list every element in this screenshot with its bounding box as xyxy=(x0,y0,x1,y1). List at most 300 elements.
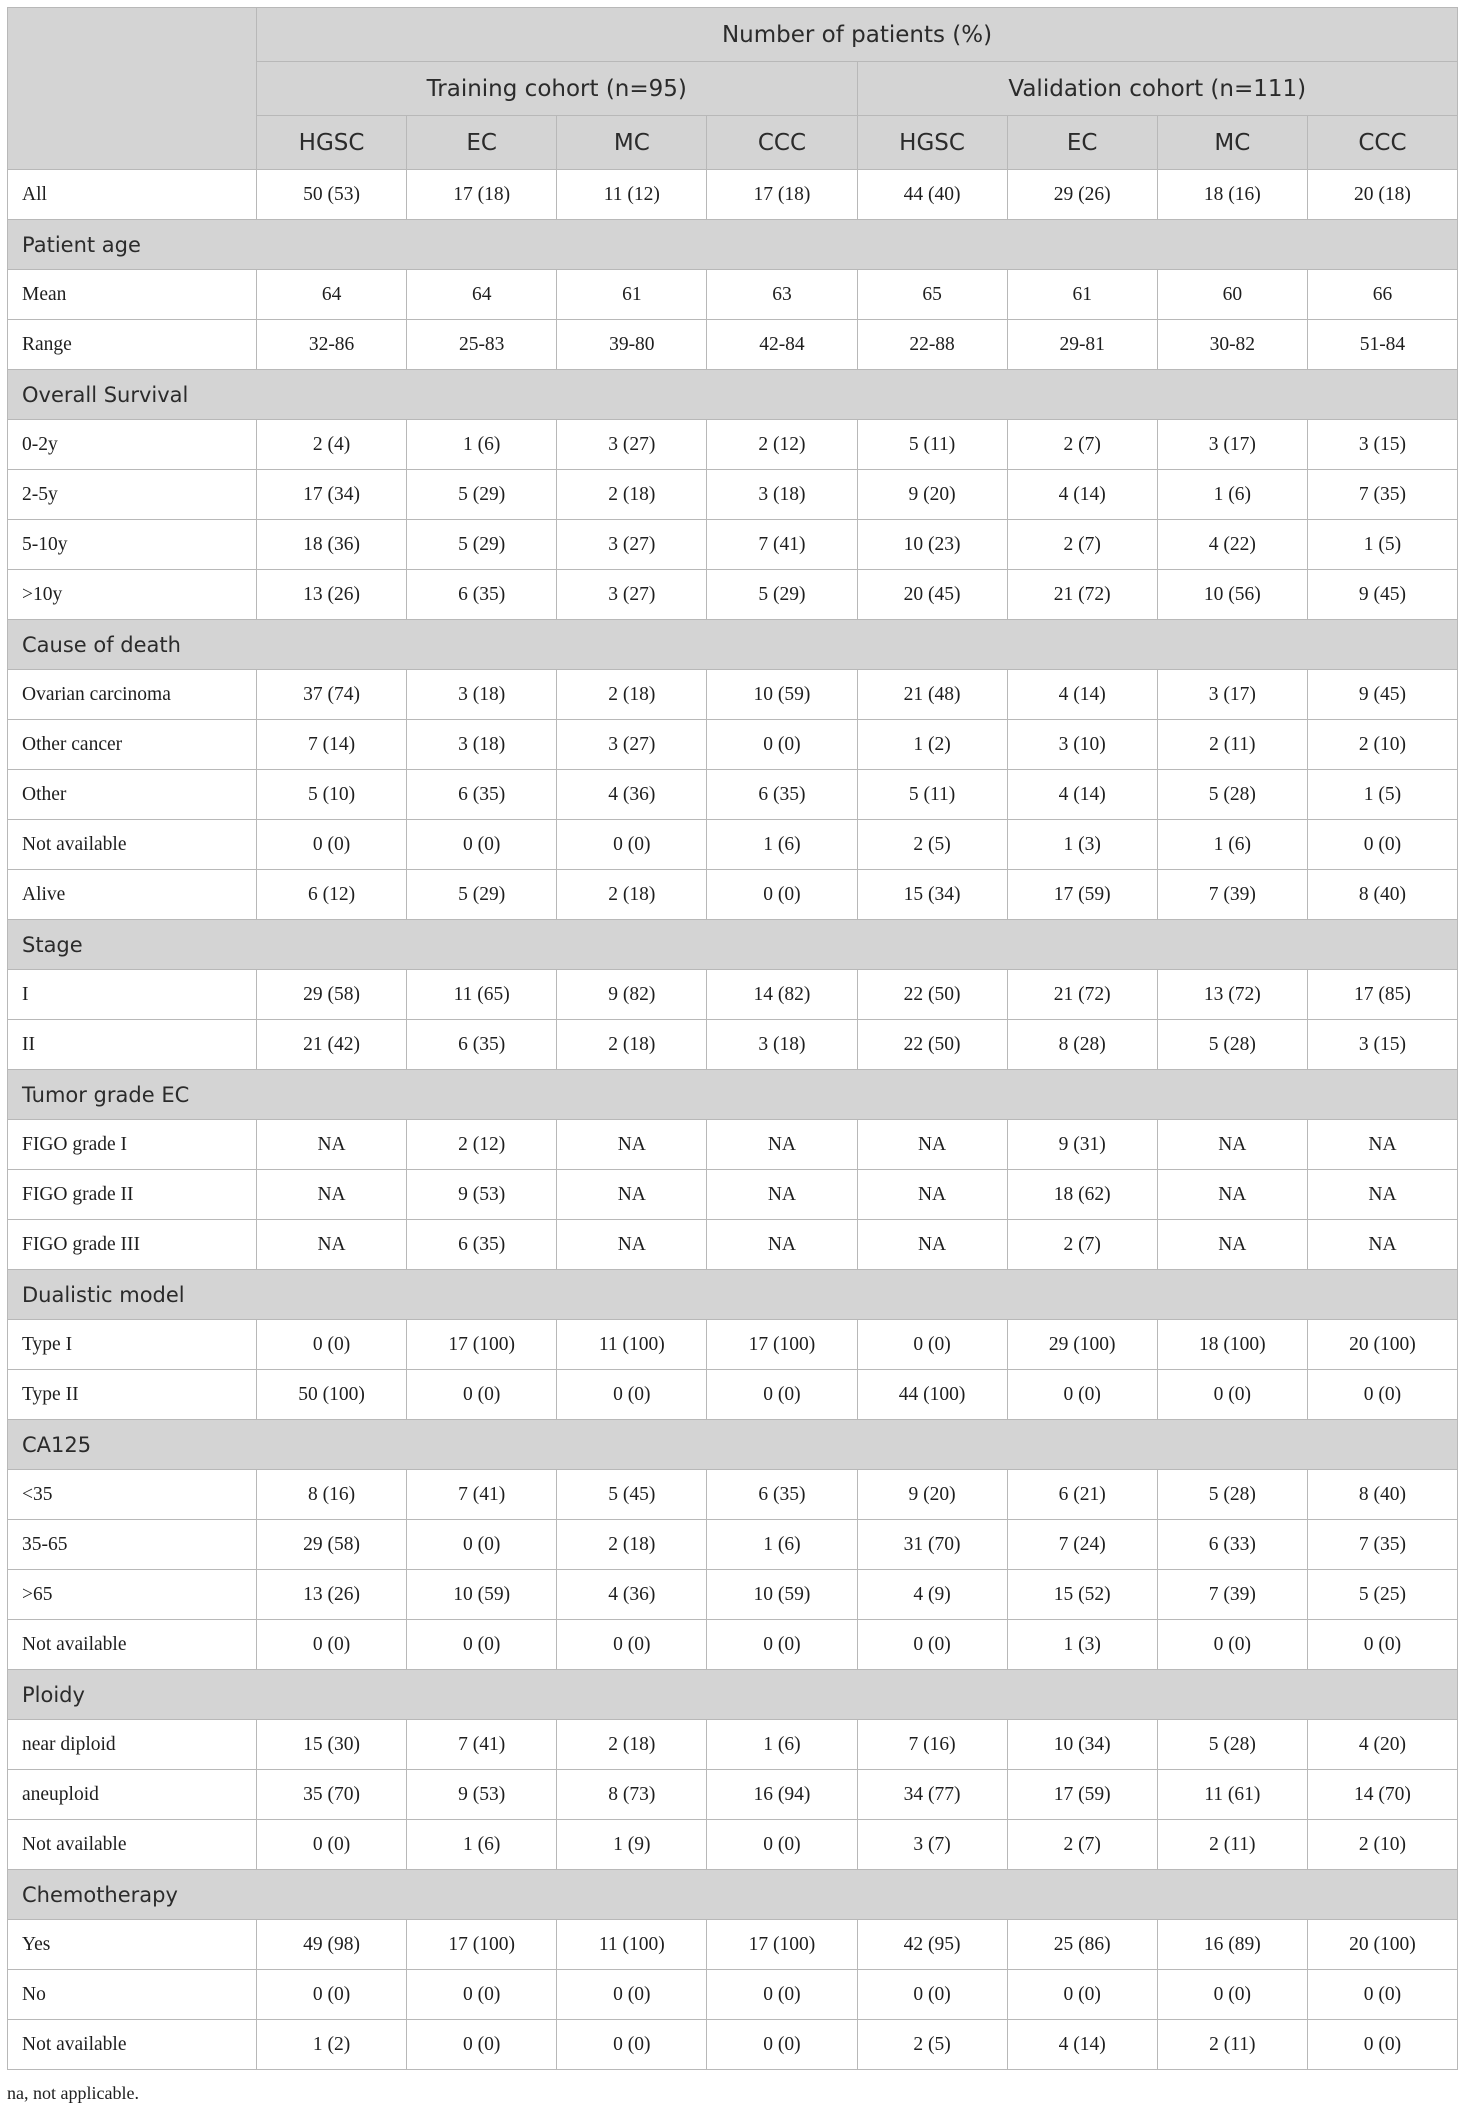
section-label: Dualistic model xyxy=(8,1270,1458,1320)
table-cell: 6 (21) xyxy=(1007,1470,1157,1520)
table-cell: 1 (6) xyxy=(707,820,857,870)
table-row xyxy=(8,970,1458,1020)
table-row xyxy=(8,1970,1458,2020)
section-label: Chemotherapy xyxy=(8,1870,1458,1920)
table-cell: 0 (0) xyxy=(707,1620,857,1670)
table-cell: 8 (40) xyxy=(1307,870,1457,920)
table-cell: NA xyxy=(557,1120,707,1170)
header-number-of-patients: Number of patients (%) xyxy=(257,8,1458,62)
table-cell: 1 (5) xyxy=(1307,520,1457,570)
table-cell: 14 (70) xyxy=(1307,1770,1457,1820)
table-cell: 17 (18) xyxy=(707,170,857,220)
row-label: Type II xyxy=(8,1370,257,1420)
table-cell: 21 (72) xyxy=(1007,970,1157,1020)
table-cell: 17 (100) xyxy=(407,1920,557,1970)
table-cell: 17 (100) xyxy=(407,1320,557,1370)
table-cell: 2 (7) xyxy=(1007,420,1157,470)
table-cell: 18 (16) xyxy=(1157,170,1307,220)
table-cell: 10 (34) xyxy=(1007,1720,1157,1770)
table-cell: NA xyxy=(1307,1220,1457,1270)
table-cell: 5 (45) xyxy=(557,1470,707,1520)
table-cell: 20 (100) xyxy=(1307,1920,1457,1970)
table-cell: 11 (100) xyxy=(557,1920,707,1970)
table-cell: 5 (29) xyxy=(407,520,557,570)
table-cell: 0 (0) xyxy=(1157,1370,1307,1420)
row-label: Mean xyxy=(8,270,257,320)
table-cell: 3 (15) xyxy=(1307,1020,1457,1070)
table-cell: 11 (61) xyxy=(1157,1770,1307,1820)
section-header-row xyxy=(8,1870,1458,1920)
header-subtype: HGSC xyxy=(857,116,1007,170)
table-cell: 22 (50) xyxy=(857,970,1007,1020)
table-cell: 3 (17) xyxy=(1157,670,1307,720)
table-cell: 17 (85) xyxy=(1307,970,1457,1020)
table-cell: NA xyxy=(1307,1170,1457,1220)
row-label: FIGO grade III xyxy=(8,1220,257,1270)
header-row-top xyxy=(8,8,1458,62)
table-cell: 35 (70) xyxy=(257,1770,407,1820)
table-cell: 11 (100) xyxy=(557,1320,707,1370)
table-cell: 15 (34) xyxy=(857,870,1007,920)
table-cell: 2 (18) xyxy=(557,1020,707,1070)
table-cell: 1 (6) xyxy=(1157,470,1307,520)
table-cell: 21 (42) xyxy=(257,1020,407,1070)
table-cell: 9 (82) xyxy=(557,970,707,1020)
table-cell: 1 (3) xyxy=(1007,1620,1157,1670)
row-label: Not available xyxy=(8,1820,257,1870)
table-cell: 0 (0) xyxy=(257,1320,407,1370)
section-header-row xyxy=(8,920,1458,970)
table-footnote: na, not applicable. xyxy=(7,2083,139,2103)
table-cell: 2 (11) xyxy=(1157,1820,1307,1870)
table-cell: 44 (40) xyxy=(857,170,1007,220)
table-cell: 22 (50) xyxy=(857,1020,1007,1070)
table-cell: 7 (35) xyxy=(1307,1520,1457,1570)
table-row xyxy=(8,1320,1458,1370)
table-cell: 29 (100) xyxy=(1007,1320,1157,1370)
table-cell: 42-84 xyxy=(707,320,857,370)
table-cell: 3 (18) xyxy=(707,470,857,520)
table-cell: 34 (77) xyxy=(857,1770,1007,1820)
table-cell: 10 (59) xyxy=(707,670,857,720)
table-cell: 1 (2) xyxy=(857,720,1007,770)
row-label: Not available xyxy=(8,2020,257,2070)
table-cell: 21 (48) xyxy=(857,670,1007,720)
section-header-row xyxy=(8,620,1458,670)
table-cell: 51-84 xyxy=(1307,320,1457,370)
table-cell: 1 (6) xyxy=(407,1820,557,1870)
header-subtype: EC xyxy=(407,116,557,170)
table-cell: 2 (12) xyxy=(407,1120,557,1170)
table-cell: 29 (58) xyxy=(257,1520,407,1570)
table-cell: 6 (33) xyxy=(1157,1520,1307,1570)
section-header-row xyxy=(8,1670,1458,1720)
header-subtype: CCC xyxy=(1307,116,1457,170)
table-cell: 1 (5) xyxy=(1307,770,1457,820)
table-cell: 2 (18) xyxy=(557,470,707,520)
table-cell: 49 (98) xyxy=(257,1920,407,1970)
table-cell: 21 (72) xyxy=(1007,570,1157,620)
table-row xyxy=(8,420,1458,470)
table-cell: 0 (0) xyxy=(557,1970,707,2020)
table-cell: 2 (7) xyxy=(1007,1820,1157,1870)
table-cell: 8 (28) xyxy=(1007,1020,1157,1070)
header-training-cohort: Training cohort (n=95) xyxy=(257,62,858,116)
table-cell: 1 (6) xyxy=(707,1520,857,1570)
table-cell: 5 (11) xyxy=(857,770,1007,820)
table-cell: 7 (35) xyxy=(1307,470,1457,520)
table-cell: 2 (11) xyxy=(1157,2020,1307,2070)
table-row xyxy=(8,870,1458,920)
table-cell: 9 (20) xyxy=(857,1470,1007,1520)
row-label: <35 xyxy=(8,1470,257,1520)
table-cell: 9 (45) xyxy=(1307,570,1457,620)
section-header-row xyxy=(8,370,1458,420)
table-cell: 6 (35) xyxy=(707,1470,857,1520)
table-row xyxy=(8,1220,1458,1270)
table-cell: 5 (28) xyxy=(1157,1720,1307,1770)
table-cell: 7 (39) xyxy=(1157,870,1307,920)
table-cell: 6 (35) xyxy=(407,570,557,620)
table-cell: NA xyxy=(1157,1120,1307,1170)
table-cell: 4 (36) xyxy=(557,1570,707,1620)
table-cell: 0 (0) xyxy=(557,820,707,870)
table-cell: 11 (65) xyxy=(407,970,557,1020)
table-cell: 16 (89) xyxy=(1157,1920,1307,1970)
table-cell: 13 (26) xyxy=(257,1570,407,1620)
table-cell: 37 (74) xyxy=(257,670,407,720)
table-row xyxy=(8,170,1458,220)
section-label: Overall Survival xyxy=(8,370,1458,420)
table-cell: 2 (7) xyxy=(1007,520,1157,570)
table-cell: 0 (0) xyxy=(1157,1970,1307,2020)
row-label: near diploid xyxy=(8,1720,257,1770)
table-cell: 7 (41) xyxy=(707,520,857,570)
table-cell: 4 (14) xyxy=(1007,670,1157,720)
section-label: CA125 xyxy=(8,1420,1458,1470)
table-row xyxy=(8,270,1458,320)
table-header xyxy=(8,8,1458,170)
header-corner-cell xyxy=(8,8,257,170)
row-label: Ovarian carcinoma xyxy=(8,670,257,720)
row-label: II xyxy=(8,1020,257,1070)
table-cell: 2 (5) xyxy=(857,820,1007,870)
table-row xyxy=(8,1120,1458,1170)
table-cell: 5 (28) xyxy=(1157,1470,1307,1520)
row-label: 0-2y xyxy=(8,420,257,470)
table-cell: 0 (0) xyxy=(707,720,857,770)
table-row xyxy=(8,1720,1458,1770)
table-cell: 2 (10) xyxy=(1307,1820,1457,1870)
table-cell: 42 (95) xyxy=(857,1920,1007,1970)
table-cell: 0 (0) xyxy=(707,1970,857,2020)
table-cell: 7 (14) xyxy=(257,720,407,770)
row-label: 2-5y xyxy=(8,470,257,520)
table-cell: 6 (35) xyxy=(407,1020,557,1070)
table-cell: 61 xyxy=(557,270,707,320)
table-cell: 20 (45) xyxy=(857,570,1007,620)
table-cell: 0 (0) xyxy=(857,1970,1007,2020)
table-cell: 60 xyxy=(1157,270,1307,320)
table-cell: 0 (0) xyxy=(557,1620,707,1670)
table-cell: 3 (15) xyxy=(1307,420,1457,470)
table-cell: 7 (41) xyxy=(407,1720,557,1770)
table-cell: NA xyxy=(857,1220,1007,1270)
section-header-row xyxy=(8,1270,1458,1320)
table-cell: NA xyxy=(257,1220,407,1270)
table-row xyxy=(8,2020,1458,2070)
table-cell: 17 (18) xyxy=(407,170,557,220)
section-label: Stage xyxy=(8,920,1458,970)
table-row xyxy=(8,1170,1458,1220)
table-cell: 8 (16) xyxy=(257,1470,407,1520)
table-cell: 18 (36) xyxy=(257,520,407,570)
table-cell: 8 (40) xyxy=(1307,1470,1457,1520)
table-cell: 7 (16) xyxy=(857,1720,1007,1770)
table-cell: 0 (0) xyxy=(1307,1970,1457,2020)
row-label: 35-65 xyxy=(8,1520,257,1570)
table-cell: 44 (100) xyxy=(857,1370,1007,1420)
table-cell: 9 (53) xyxy=(407,1170,557,1220)
table-cell: NA xyxy=(857,1170,1007,1220)
table-cell: 9 (20) xyxy=(857,470,1007,520)
row-label: Range xyxy=(8,320,257,370)
table-row xyxy=(8,520,1458,570)
table-cell: 17 (100) xyxy=(707,1320,857,1370)
row-label: Not available xyxy=(8,1620,257,1670)
section-header-row xyxy=(8,1420,1458,1470)
table-cell: 18 (100) xyxy=(1157,1320,1307,1370)
table-cell: NA xyxy=(1157,1220,1307,1270)
table-cell: 17 (59) xyxy=(1007,870,1157,920)
table-cell: 3 (17) xyxy=(1157,420,1307,470)
row-label: Other xyxy=(8,770,257,820)
table-cell: 10 (59) xyxy=(707,1570,857,1620)
table-cell: NA xyxy=(557,1220,707,1270)
section-label: Ploidy xyxy=(8,1670,1458,1720)
table-cell: 2 (5) xyxy=(857,2020,1007,2070)
table-cell: 8 (73) xyxy=(557,1770,707,1820)
table-cell: 0 (0) xyxy=(707,2020,857,2070)
table-cell: 2 (18) xyxy=(557,670,707,720)
table-cell: 1 (9) xyxy=(557,1820,707,1870)
row-label: All xyxy=(8,170,257,220)
table-row xyxy=(8,1620,1458,1670)
table-cell: 5 (28) xyxy=(1157,770,1307,820)
table-row xyxy=(8,1520,1458,1570)
table-cell: 4 (9) xyxy=(857,1570,1007,1620)
table-cell: NA xyxy=(857,1120,1007,1170)
table-cell: NA xyxy=(1157,1170,1307,1220)
table-cell: 0 (0) xyxy=(707,870,857,920)
table-cell: 0 (0) xyxy=(257,1970,407,2020)
table-row xyxy=(8,1570,1458,1620)
table-cell: 1 (6) xyxy=(1157,820,1307,870)
table-cell: 4 (22) xyxy=(1157,520,1307,570)
table-cell: 3 (27) xyxy=(557,520,707,570)
table-cell: 0 (0) xyxy=(707,1370,857,1420)
table-row xyxy=(8,1770,1458,1820)
table-cell: 4 (14) xyxy=(1007,2020,1157,2070)
table-cell: 17 (100) xyxy=(707,1920,857,1970)
table-row xyxy=(8,1020,1458,1070)
table-cell: 2 (11) xyxy=(1157,720,1307,770)
table-cell: 65 xyxy=(857,270,1007,320)
table-cell: 4 (14) xyxy=(1007,470,1157,520)
table-cell: 0 (0) xyxy=(407,1370,557,1420)
table-cell: 61 xyxy=(1007,270,1157,320)
table-cell: 3 (18) xyxy=(707,1020,857,1070)
row-label: No xyxy=(8,1970,257,2020)
row-label: Other cancer xyxy=(8,720,257,770)
table-row xyxy=(8,720,1458,770)
table-cell: 11 (12) xyxy=(557,170,707,220)
table-cell: 7 (39) xyxy=(1157,1570,1307,1620)
table-cell: NA xyxy=(257,1170,407,1220)
table-cell: 7 (24) xyxy=(1007,1520,1157,1570)
table-cell: 29 (26) xyxy=(1007,170,1157,220)
table-cell: 6 (35) xyxy=(707,770,857,820)
table-cell: 7 (41) xyxy=(407,1470,557,1520)
table-row xyxy=(8,320,1458,370)
table-cell: 64 xyxy=(407,270,557,320)
table-row xyxy=(8,1820,1458,1870)
table-cell: 3 (27) xyxy=(557,420,707,470)
table-cell: 32-86 xyxy=(257,320,407,370)
table-cell: NA xyxy=(1307,1120,1457,1170)
table-cell: 15 (52) xyxy=(1007,1570,1157,1620)
table-row xyxy=(8,670,1458,720)
table-cell: 14 (82) xyxy=(707,970,857,1020)
table-cell: 9 (45) xyxy=(1307,670,1457,720)
table-cell: 10 (23) xyxy=(857,520,1007,570)
table-cell: 0 (0) xyxy=(1157,1620,1307,1670)
table-cell: 0 (0) xyxy=(1307,1620,1457,1670)
table-cell: 2 (10) xyxy=(1307,720,1457,770)
table-cell: 0 (0) xyxy=(1307,1370,1457,1420)
table-cell: 2 (12) xyxy=(707,420,857,470)
row-label: >65 xyxy=(8,1570,257,1620)
row-label: Yes xyxy=(8,1920,257,1970)
table-cell: 0 (0) xyxy=(1007,1370,1157,1420)
table-cell: 30-82 xyxy=(1157,320,1307,370)
table-row xyxy=(8,770,1458,820)
row-label: Type I xyxy=(8,1320,257,1370)
table-row xyxy=(8,470,1458,520)
row-label: FIGO grade I xyxy=(8,1120,257,1170)
table-cell: 64 xyxy=(257,270,407,320)
table-row xyxy=(8,570,1458,620)
section-header-row xyxy=(8,1070,1458,1120)
table-cell: 2 (18) xyxy=(557,1720,707,1770)
table-row xyxy=(8,1470,1458,1520)
table-cell: 0 (0) xyxy=(557,1370,707,1420)
table-row xyxy=(8,1370,1458,1420)
table-cell: 16 (94) xyxy=(707,1770,857,1820)
table-cell: 18 (62) xyxy=(1007,1170,1157,1220)
table-cell: 5 (28) xyxy=(1157,1020,1307,1070)
table-cell: 3 (18) xyxy=(407,720,557,770)
table-cell: NA xyxy=(707,1220,857,1270)
table-cell: 50 (100) xyxy=(257,1370,407,1420)
table-cell: 5 (29) xyxy=(707,570,857,620)
table-cell: 0 (0) xyxy=(557,2020,707,2070)
row-label: Alive xyxy=(8,870,257,920)
row-label: FIGO grade II xyxy=(8,1170,257,1220)
table-cell: 0 (0) xyxy=(1307,820,1457,870)
section-header-row xyxy=(8,220,1458,270)
table-cell: 1 (6) xyxy=(707,1720,857,1770)
table-cell: 9 (53) xyxy=(407,1770,557,1820)
table-cell: 3 (18) xyxy=(407,670,557,720)
table-cell: 10 (56) xyxy=(1157,570,1307,620)
table-cell: 3 (10) xyxy=(1007,720,1157,770)
table-cell: 13 (72) xyxy=(1157,970,1307,1020)
table-cell: 63 xyxy=(707,270,857,320)
table-cell: 5 (10) xyxy=(257,770,407,820)
table-cell: 5 (29) xyxy=(407,470,557,520)
table-cell: 17 (34) xyxy=(257,470,407,520)
table-cell: NA xyxy=(557,1170,707,1220)
row-label: Not available xyxy=(8,820,257,870)
table-cell: 0 (0) xyxy=(257,820,407,870)
table-cell: 25-83 xyxy=(407,320,557,370)
table-cell: NA xyxy=(707,1170,857,1220)
table-cell: 5 (29) xyxy=(407,870,557,920)
table-cell: 29-81 xyxy=(1007,320,1157,370)
table-cell: 0 (0) xyxy=(407,1970,557,2020)
table-cell: 66 xyxy=(1307,270,1457,320)
table-cell: 2 (18) xyxy=(557,1520,707,1570)
table-cell: 2 (18) xyxy=(557,870,707,920)
table-cell: 0 (0) xyxy=(857,1320,1007,1370)
section-label: Tumor grade EC xyxy=(8,1070,1458,1120)
table-cell: 20 (18) xyxy=(1307,170,1457,220)
table-cell: 22-88 xyxy=(857,320,1007,370)
table-cell: 3 (7) xyxy=(857,1820,1007,1870)
table-cell: 50 (53) xyxy=(257,170,407,220)
table-cell: 25 (86) xyxy=(1007,1920,1157,1970)
header-subtype: EC xyxy=(1007,116,1157,170)
table-cell: NA xyxy=(257,1120,407,1170)
table-cell: 0 (0) xyxy=(707,1820,857,1870)
table-cell: 5 (11) xyxy=(857,420,1007,470)
table-cell: 1 (2) xyxy=(257,2020,407,2070)
table-cell: 4 (14) xyxy=(1007,770,1157,820)
table-cell: 0 (0) xyxy=(407,1620,557,1670)
table-cell: 0 (0) xyxy=(257,1620,407,1670)
table-cell: 31 (70) xyxy=(857,1520,1007,1570)
patient-characteristics-table xyxy=(7,7,1458,2070)
table-cell: 0 (0) xyxy=(1007,1970,1157,2020)
table-cell: 6 (12) xyxy=(257,870,407,920)
table-cell: 2 (4) xyxy=(257,420,407,470)
patient-characteristics-table-container xyxy=(7,7,1457,2070)
table-cell: 17 (59) xyxy=(1007,1770,1157,1820)
table-cell: 0 (0) xyxy=(407,2020,557,2070)
header-subtype: MC xyxy=(557,116,707,170)
table-cell: NA xyxy=(707,1120,857,1170)
header-subtype: HGSC xyxy=(257,116,407,170)
table-cell: 13 (26) xyxy=(257,570,407,620)
table-cell: 4 (20) xyxy=(1307,1720,1457,1770)
table-cell: 5 (25) xyxy=(1307,1570,1457,1620)
table-cell: 2 (7) xyxy=(1007,1220,1157,1270)
header-validation-cohort: Validation cohort (n=111) xyxy=(857,62,1458,116)
table-cell: 0 (0) xyxy=(407,1520,557,1570)
table-cell: 1 (6) xyxy=(407,420,557,470)
header-subtype: CCC xyxy=(707,116,857,170)
